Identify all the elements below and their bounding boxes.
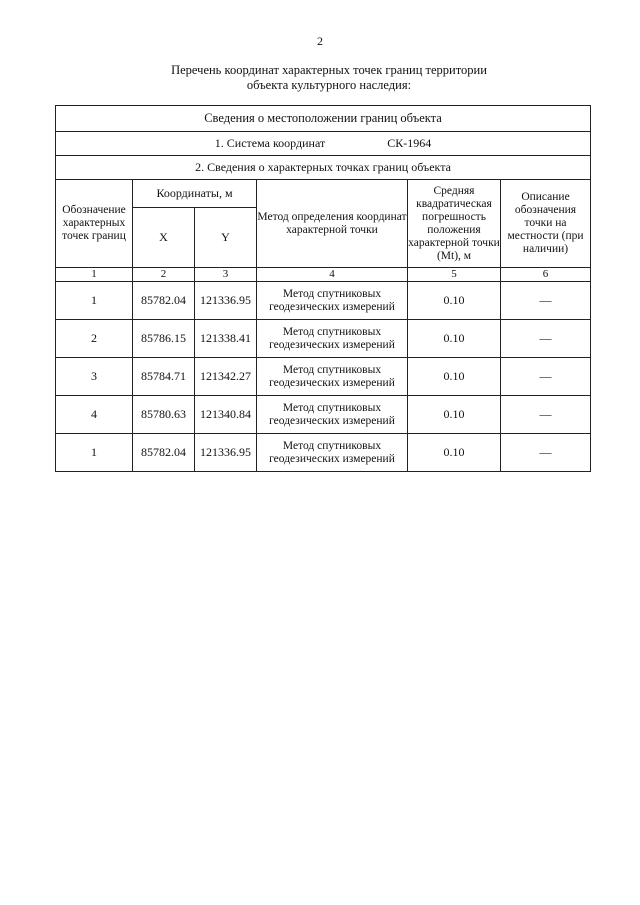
cell-error: 0.10	[408, 434, 501, 472]
table-row	[56, 358, 591, 396]
column-number: 1	[56, 268, 133, 282]
coord-system-label: 1. Система координат	[214, 136, 326, 150]
heading-line-2: объекта культурного наследия:	[246, 78, 412, 92]
table-row	[56, 320, 591, 358]
page-number: 2	[317, 34, 323, 48]
cell-method: Метод спутниковых геодезических измерений	[257, 396, 408, 434]
column-number: 6	[501, 268, 591, 282]
table-row	[56, 396, 591, 434]
cell-y: 121340.84	[195, 396, 257, 434]
heading-line-1: Перечень координат характерных точек границ территории	[171, 63, 487, 77]
cell-y: 121342.27	[195, 358, 257, 396]
header-designation: Обозначение характерных точек границ	[56, 180, 133, 268]
cell-method: Метод спутниковых геодезических измерений	[257, 320, 408, 358]
header-y: Y	[195, 208, 257, 268]
cell-point: 1	[56, 282, 133, 320]
cell-point: 2	[56, 320, 133, 358]
cell-error: 0.10	[408, 282, 501, 320]
header-error: Средняя квадратическая погрешность положения характерной точки (Mt), м	[408, 180, 501, 268]
cell-point: 4	[56, 396, 133, 434]
cell-description: —	[501, 320, 591, 358]
cell-point: 3	[56, 358, 133, 396]
cell-method: Метод спутниковых геодезических измерений	[257, 358, 408, 396]
header-coordinates: Координаты, м	[133, 180, 257, 208]
cell-description: —	[501, 358, 591, 396]
cell-description: —	[501, 282, 591, 320]
cell-y: 121338.41	[195, 320, 257, 358]
column-number: 5	[408, 268, 501, 282]
table-row	[56, 282, 591, 320]
column-number: 3	[195, 268, 257, 282]
cell-x: 85782.04	[133, 282, 195, 320]
cell-error: 0.10	[408, 358, 501, 396]
cell-x: 85780.63	[133, 396, 195, 434]
coord-system-value: СК-1964	[387, 136, 432, 150]
cell-y: 121336.95	[195, 282, 257, 320]
header-row-1	[56, 180, 591, 208]
cell-error: 0.10	[408, 396, 501, 434]
document-heading	[0, 63, 640, 93]
header-x: X	[133, 208, 195, 268]
cell-y: 121336.95	[195, 434, 257, 472]
column-number: 4	[257, 268, 408, 282]
cell-description: —	[501, 434, 591, 472]
cell-description: —	[501, 396, 591, 434]
cell-x: 85786.15	[133, 320, 195, 358]
column-number: 2	[133, 268, 195, 282]
column-number-row	[56, 268, 591, 282]
points-section-label: 2. Сведения о характерных точках границ объекта	[56, 156, 591, 180]
coord-system-row	[56, 132, 591, 156]
section-title: Сведения о местоположении границ объекта	[56, 106, 591, 132]
cell-x: 85784.71	[133, 358, 195, 396]
cell-point: 1	[56, 434, 133, 472]
header-description: Описание обозначения точки на местности (при наличии)	[501, 180, 591, 268]
cell-method: Метод спутниковых геодезических измерений	[257, 434, 408, 472]
cell-x: 85782.04	[133, 434, 195, 472]
cell-method: Метод спутниковых геодезических измерений	[257, 282, 408, 320]
cell-error: 0.10	[408, 320, 501, 358]
table-row	[56, 434, 591, 472]
header-method: Метод определения координат характерной точки	[257, 180, 408, 268]
coordinates-table	[55, 105, 591, 472]
